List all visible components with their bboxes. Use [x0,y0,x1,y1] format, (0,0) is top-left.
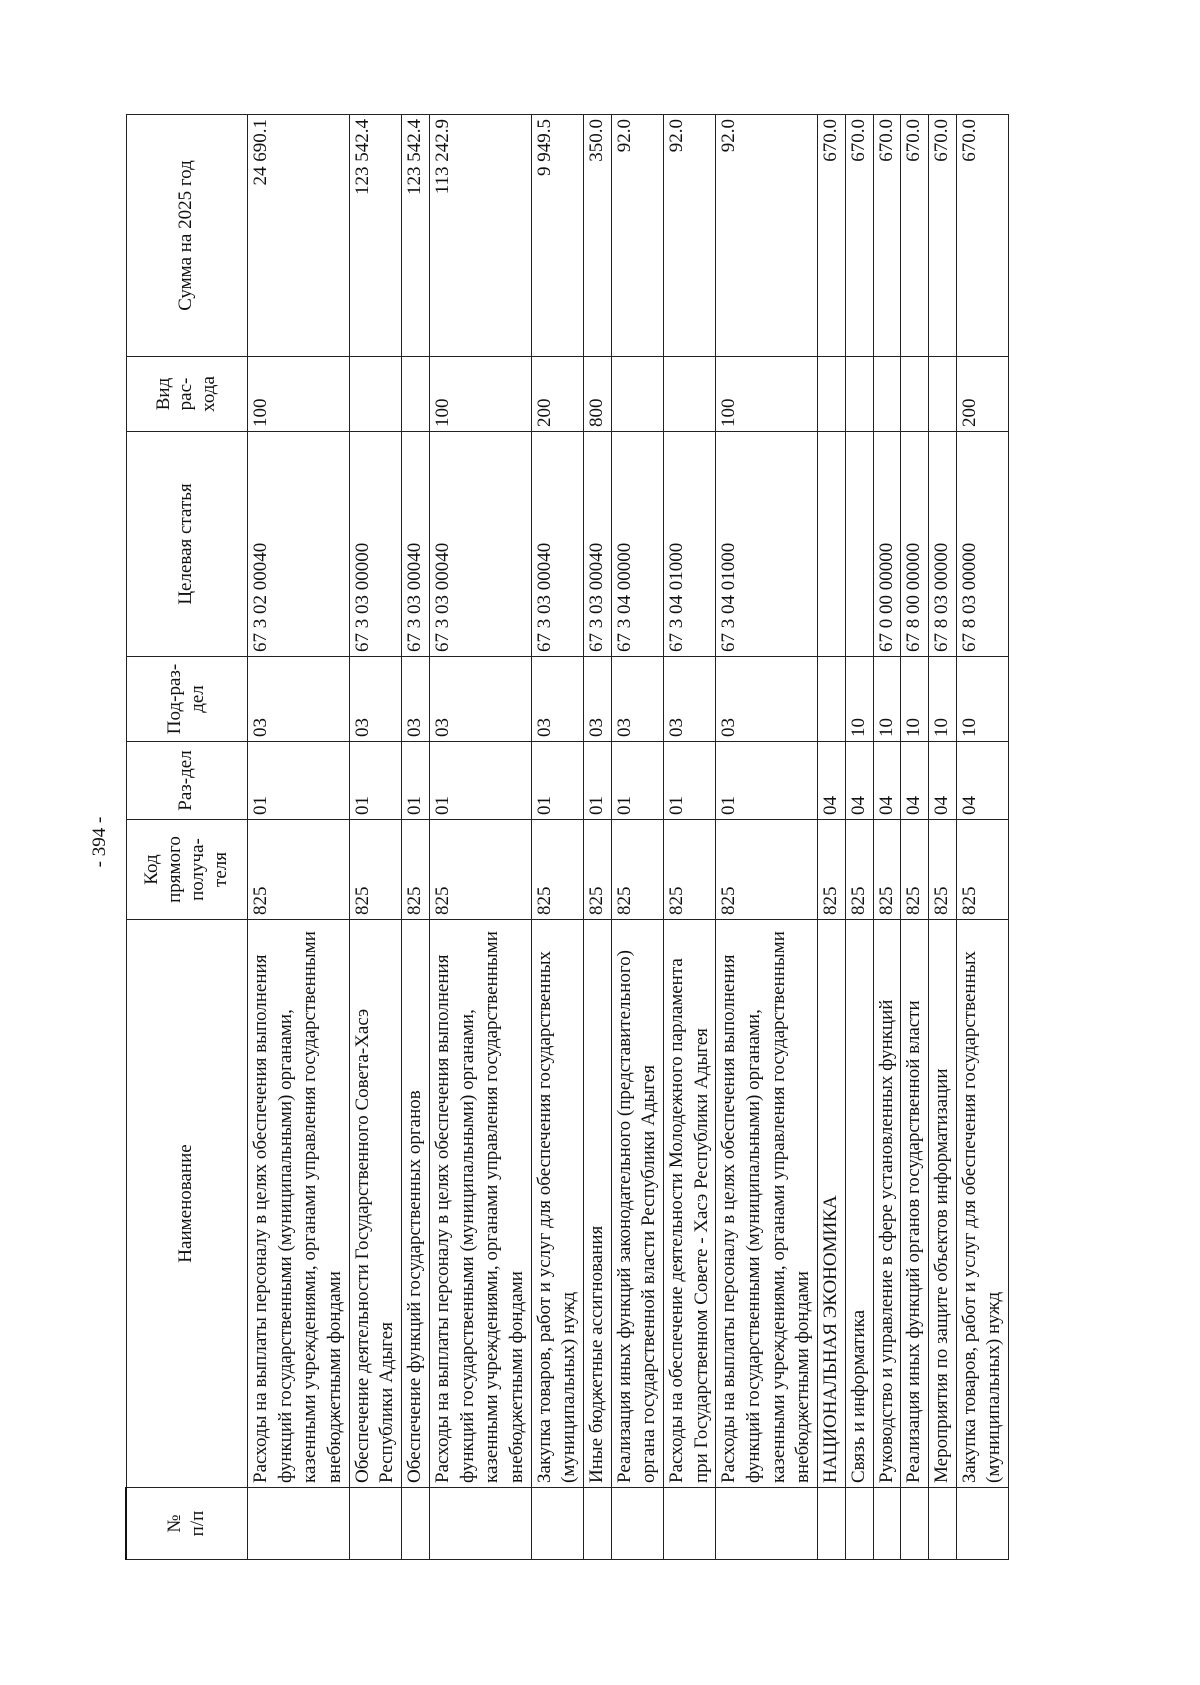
cell-expense [349,357,401,432]
cell-sum: 92.0 [611,115,663,357]
cell-name: Реализация иных функций органов государственной власти [901,920,929,1488]
cell-section: 01 [583,742,611,820]
table-row [928,115,956,1560]
cell-section: 01 [664,742,716,820]
cell-target: 67 8 00 00000 [901,432,929,657]
table-row [248,115,350,1560]
cell-no [611,1488,663,1560]
cell-receiver: 825 [248,820,350,920]
table-body [248,115,1009,1560]
cell-receiver: 825 [429,820,531,920]
cell-subsection: 10 [901,657,929,742]
table-row [818,115,846,1560]
cell-expense [611,357,663,432]
header-sum: Сумма на 2025 год [126,115,248,357]
table-row [901,115,929,1560]
table-row [583,115,611,1560]
cell-no [583,1488,611,1560]
cell-section: 04 [818,742,846,820]
cell-expense [402,357,430,432]
cell-name: Расходы на выплаты персоналу в целях обеспечения выполнения функций государственными (муниципальными) органами, казенными учреждениями, органами управления государственными внебюджетными фондами [716,920,818,1488]
cell-section: 01 [611,742,663,820]
cell-subsection: 03 [611,657,663,742]
table-row [429,115,531,1560]
header-section: Раз-дел [126,742,248,820]
cell-name: Реализация иных функций законодательного (представительного) органа государственной власти Республики Адыгея [611,920,663,1488]
cell-target: 67 8 03 00000 [956,432,1008,657]
header-subsection: Под-раз-дел [126,657,248,742]
cell-no [531,1488,583,1560]
cell-section: 04 [956,742,1008,820]
cell-name: Иные бюджетные ассигнования [583,920,611,1488]
page-number: - 394 - [89,816,110,868]
cell-receiver: 825 [402,820,430,920]
table-row [531,115,583,1560]
cell-name: Обеспечение функций государственных органов [402,920,430,1488]
table-row [716,115,818,1560]
cell-target: 67 8 03 00000 [928,432,956,657]
cell-section: 04 [845,742,873,820]
cell-expense: 100 [248,357,350,432]
table-row [349,115,401,1560]
table-row [873,115,901,1560]
cell-receiver: 825 [531,820,583,920]
cell-sum: 350.0 [583,115,611,357]
cell-subsection: 03 [716,657,818,742]
cell-receiver: 825 [901,820,929,920]
cell-target: 67 3 03 00040 [583,432,611,657]
cell-name: Расходы на выплаты персоналу в целях обеспечения выполнения функций государственными (муниципальными) органами, казенными учреждениями, органами управления государственными внебюджетными фондами [248,920,350,1488]
table-row [611,115,663,1560]
cell-sum: 92.0 [664,115,716,357]
cell-no [901,1488,929,1560]
cell-section: 04 [928,742,956,820]
cell-subsection [818,657,846,742]
cell-sum: 670.0 [901,115,929,357]
cell-expense [901,357,929,432]
cell-name: НАЦИОНАЛЬНАЯ ЭКОНОМИКА [818,920,846,1488]
cell-section: 04 [901,742,929,820]
table-row [402,115,430,1560]
cell-no [349,1488,401,1560]
cell-subsection: 03 [583,657,611,742]
cell-section: 01 [531,742,583,820]
cell-no [928,1488,956,1560]
cell-no [873,1488,901,1560]
cell-name: Связь и информатика [845,920,873,1488]
cell-expense [664,357,716,432]
cell-name: Расходы на выплаты персоналу в целях обеспечения выполнения функций государственными (муниципальными) органами, казенными учреждениями, органами управления государственными внебюджетными фондами [429,920,531,1488]
cell-receiver: 825 [956,820,1008,920]
cell-subsection: 03 [402,657,430,742]
cell-target [818,432,846,657]
cell-receiver: 825 [928,820,956,920]
cell-subsection: 03 [531,657,583,742]
cell-sum: 9 949.5 [531,115,583,357]
cell-no [664,1488,716,1560]
cell-sum: 92.0 [716,115,818,357]
cell-name: Обеспечение деятельности Государственного Совета-Хасэ Республики Адыгея [349,920,401,1488]
cell-target: 67 3 04 00000 [611,432,663,657]
cell-sum: 670.0 [818,115,846,357]
cell-subsection: 03 [248,657,350,742]
cell-subsection: 10 [845,657,873,742]
cell-target: 67 0 00 00000 [873,432,901,657]
cell-target [845,432,873,657]
cell-section: 01 [349,742,401,820]
cell-target: 67 3 03 00040 [402,432,430,657]
cell-target: 67 3 03 00000 [349,432,401,657]
rotated-page [125,115,1065,1560]
cell-sum: 670.0 [928,115,956,357]
cell-subsection: 03 [664,657,716,742]
cell-receiver: 825 [845,820,873,920]
cell-sum: 113 242.9 [429,115,531,357]
cell-no [402,1488,430,1560]
table-row [956,115,1008,1560]
header-target: Целевая статья [126,432,248,657]
header-receiver: Код прямого получа-теля [126,820,248,920]
cell-subsection: 10 [928,657,956,742]
cell-receiver: 825 [583,820,611,920]
cell-expense [873,357,901,432]
header-no: № п/п [126,1488,248,1560]
header-name: Наименование [126,920,248,1488]
cell-sum: 670.0 [873,115,901,357]
cell-no [248,1488,350,1560]
cell-expense [928,357,956,432]
cell-expense: 200 [531,357,583,432]
cell-target: 67 3 02 00040 [248,432,350,657]
cell-section: 01 [716,742,818,820]
cell-receiver: 825 [716,820,818,920]
cell-name: Мероприятия по защите объектов информатизации [928,920,956,1488]
cell-name: Закупка товаров, работ и услуг для обеспечения государственных (муниципальных) нужд [956,920,1008,1488]
cell-no [716,1488,818,1560]
cell-expense: 100 [716,357,818,432]
cell-receiver: 825 [664,820,716,920]
cell-no [845,1488,873,1560]
cell-subsection: 03 [429,657,531,742]
cell-name: Закупка товаров, работ и услуг для обеспечения государственных (муниципальных) нужд [531,920,583,1488]
cell-expense [845,357,873,432]
cell-target: 67 3 04 01000 [716,432,818,657]
cell-no [818,1488,846,1560]
cell-receiver: 825 [349,820,401,920]
cell-no [429,1488,531,1560]
cell-sum: 123 542.4 [349,115,401,357]
cell-receiver: 825 [818,820,846,920]
table-header-row [126,115,248,1560]
cell-no [956,1488,1008,1560]
cell-receiver: 825 [873,820,901,920]
cell-receiver: 825 [611,820,663,920]
table-row [845,115,873,1560]
header-expense: Вид рас-хода [126,357,248,432]
cell-section: 01 [248,742,350,820]
cell-sum: 123 542.4 [402,115,430,357]
cell-section: 01 [402,742,430,820]
cell-target: 67 3 03 00040 [531,432,583,657]
cell-target: 67 3 04 01000 [664,432,716,657]
budget-table [125,114,1009,1560]
cell-sum: 670.0 [956,115,1008,357]
table-row [664,115,716,1560]
cell-expense [818,357,846,432]
cell-section: 01 [429,742,531,820]
cell-target: 67 3 03 00040 [429,432,531,657]
cell-sum: 24 690.1 [248,115,350,357]
cell-name: Расходы на обеспечение деятельности Молодежного парламента при Государственном Совете - Хасэ Республики Адыгея [664,920,716,1488]
cell-expense: 200 [956,357,1008,432]
cell-subsection: 03 [349,657,401,742]
cell-name: Руководство и управление в сфере установленных функций [873,920,901,1488]
cell-subsection: 10 [873,657,901,742]
cell-section: 04 [873,742,901,820]
cell-expense: 800 [583,357,611,432]
cell-subsection: 10 [956,657,1008,742]
cell-expense: 100 [429,357,531,432]
cell-sum: 670.0 [845,115,873,357]
